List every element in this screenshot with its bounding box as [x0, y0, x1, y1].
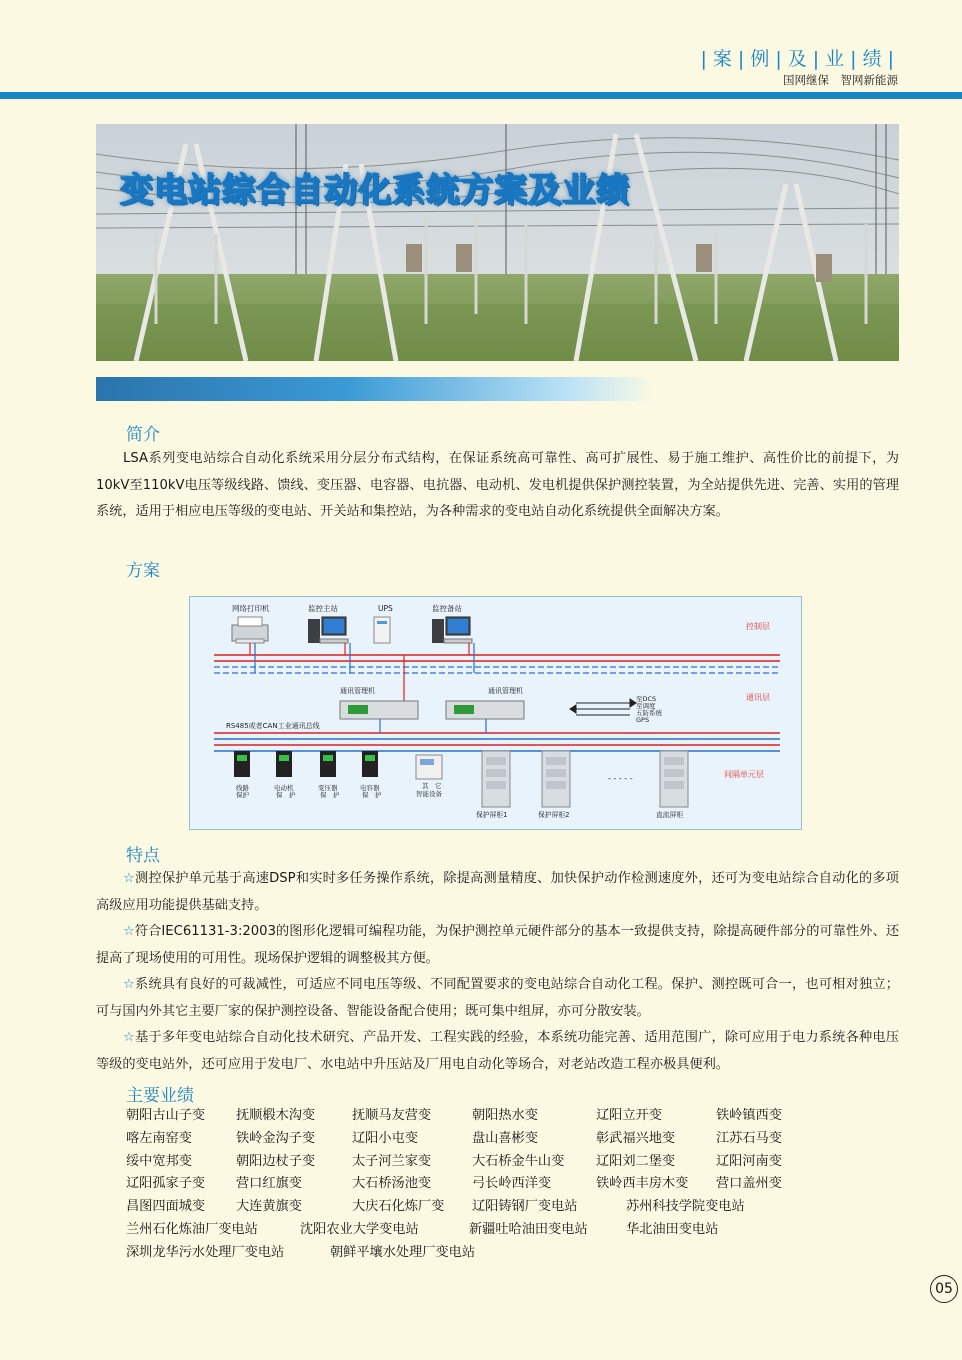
system-architecture-diagram	[189, 596, 802, 830]
features-list	[96, 866, 899, 1078]
features-heading: 特点	[126, 846, 160, 866]
ups-icon	[374, 617, 390, 643]
unit-motor-label: 保 护	[276, 791, 296, 799]
unit-other-label: 智能设备	[416, 790, 442, 798]
output-dcs: 至DCS	[636, 695, 657, 703]
list-item: 营口盖州变	[716, 1176, 782, 1192]
list-item: 朝鲜平壤水处理厂变电站	[330, 1244, 476, 1260]
page-number: 05	[930, 1275, 958, 1303]
list-item: 大石桥汤池变	[352, 1176, 432, 1192]
list-item: 铁岭镇西变	[716, 1108, 782, 1123]
page-title: 变电站综合自动化系统方案及业绩	[120, 170, 630, 209]
protection-unit-icon	[362, 751, 378, 777]
star-icon: ☆	[123, 871, 136, 886]
monitor-main-label: 监控主站	[308, 604, 338, 613]
ups-label: UPS	[378, 604, 393, 613]
title-char: 案	[712, 48, 734, 70]
list-item: 绥中宽邦变	[126, 1153, 192, 1169]
list-item: 深圳龙华污水处理厂变电站	[126, 1244, 285, 1260]
list-item: 彰武福兴地变	[596, 1130, 676, 1146]
title-char: 业	[825, 48, 847, 70]
monitor-main-icon	[308, 617, 348, 643]
protection-unit-icon	[276, 751, 292, 777]
printer-icon	[232, 617, 268, 643]
protection-unit-icon	[320, 751, 336, 777]
star-icon: ☆	[123, 924, 135, 939]
list-item: 朝阳热水变	[472, 1108, 538, 1123]
list-item: 华北油田变电站	[626, 1221, 719, 1237]
list-item: 辽阳刘二堡变	[596, 1153, 676, 1169]
monitor-backup-icon	[432, 617, 472, 643]
list-item: 弓长岭西洋变	[472, 1176, 552, 1192]
unit-transformer-label: 变压器	[318, 784, 338, 792]
printer-label: 网络打印机	[232, 604, 270, 613]
list-item: 朝阳古山子变	[126, 1108, 206, 1123]
output-dispatch: 至调度	[636, 702, 656, 710]
list-item: 大庆石化炼厂变	[352, 1199, 445, 1215]
list-item: 喀左南窑变	[126, 1130, 192, 1146]
protection-unit-icon	[234, 751, 250, 777]
hero-image	[96, 124, 899, 361]
header-subtitle: 国网继保 智网新能源	[783, 73, 898, 87]
list-item: 朝阳边杖子变	[236, 1153, 316, 1169]
comm-manager-icon	[340, 701, 418, 719]
feature-item: ☆系统具有良好的可裁减性，可适应不同电压等级、不同配置要求的变电站综合自动化工程。保护、测控既可合一，也可相对独立；可与国内外其它主要厂家的保护测控设备、智能设备配合使用；既可集中组屏，亦可分散安装。	[96, 977, 899, 1019]
feature-item: ☆基于多年变电站综合自动化技术研究、产品开发、工程实践的经验，本系统功能完善、适用范围广，除可应用于电力系统各种电压等级的变电站外，还可应用于发电厂、水电站中升压站及厂用电自动化等场合，对老站改造工程亦极具便利。	[96, 1030, 899, 1072]
layer-bay-label: 间隔单元层	[724, 770, 764, 779]
cabinet-label: 保护屏柜1	[476, 811, 508, 819]
fieldbus-label: RS485或者CAN工业通讯总线	[226, 722, 320, 730]
smart-device-icon	[416, 755, 442, 779]
ellipsis: - - - - -	[608, 774, 633, 783]
unit-other-label: 其 它	[422, 782, 442, 790]
list-item: 抚顺马友营变	[352, 1108, 432, 1123]
scheme-heading: 方案	[126, 561, 160, 581]
list-item: 抚顺椴木沟变	[236, 1108, 316, 1123]
achievements-heading: 主要业绩	[126, 1086, 194, 1106]
list-item: 大连黄旗变	[236, 1199, 302, 1215]
star-icon: ☆	[123, 977, 136, 992]
list-item: 盘山喜彬变	[472, 1130, 538, 1146]
monitor-backup-label: 监控备站	[432, 604, 462, 613]
title-char: 及	[787, 48, 809, 70]
cabinet-label: 直流屏柜	[656, 811, 684, 819]
list-item: 兰州石化炼油厂变电站	[126, 1221, 258, 1237]
cabinet-label: 保护屏柜2	[538, 811, 570, 819]
output-gps: GPS	[636, 716, 650, 724]
list-item: 铁岭金沟子变	[236, 1130, 316, 1146]
cabinet-icon	[542, 751, 570, 807]
list-item: 大石桥金牛山变	[472, 1153, 565, 1169]
comm-manager-label-1: 通讯管理机	[340, 687, 375, 695]
unit-capacitor-label: 电容器	[360, 784, 380, 792]
list-item: 辽阳小屯变	[352, 1130, 418, 1146]
intro-text: LSA系列变电站综合自动化系统采用分层分布式结构，在保证系统高可靠性、高可扩展性、易于施工维护、高性价比的前提下，为10kV至110kV电压等级线路、馈线、变压器、电容器、电抗器、电动机、发电机提供保护测控装置，为全站提供先进、完善、实用的管理系统，适用于相应电压等级的变电站、开关站和集控站，为各种需求的变电站自动化系统提供全面解决方案。	[96, 451, 899, 519]
list-item: 辽阳河南变	[716, 1153, 782, 1169]
cabinet-icon	[660, 751, 688, 807]
list-item: 营口红旗变	[236, 1176, 302, 1192]
unit-line-label: 线路	[236, 784, 249, 792]
feature-item: ☆符合IEC61131-3:2003的图形化逻辑可编程功能，为保护测控单元硬件部分的基本一致提供支持，除提高硬件部分的可靠性外、还提高了现场使用的可用性。现场保护逻辑的调整极其方便。	[96, 924, 900, 966]
list-item: 昌图四面城变	[126, 1199, 206, 1215]
list-item: 新疆吐哈油田变电站	[469, 1221, 588, 1237]
header-divider	[0, 92, 962, 99]
intro-heading: 简介	[126, 425, 160, 445]
list-item: 太子河兰家变	[352, 1153, 432, 1169]
substation-photo	[96, 124, 899, 361]
list-item: 辽阳孤家子变	[126, 1176, 206, 1192]
title-char: 例	[750, 48, 772, 70]
cabinet-icon	[482, 751, 510, 807]
feature-item: ☆测控保护单元基于高速DSP和实时多任务操作系统，除提高测量精度、加快保护动作检测速度外，还可为变电站综合自动化的多项高级应用功能提供基础支持。	[96, 871, 899, 913]
output-fivedefense: 五防系统	[636, 709, 662, 717]
list-item: 沈阳农业大学变电站	[300, 1221, 419, 1237]
layer-control-label: 控制层	[746, 622, 770, 631]
list-item: 苏州科技学院变电站	[626, 1199, 745, 1215]
star-icon: ☆	[123, 1030, 136, 1045]
list-item: 辽阳立开变	[596, 1108, 662, 1123]
list-item: 辽阳铸钢厂变电站	[472, 1199, 578, 1215]
comm-manager-label-2: 通讯管理机	[488, 687, 523, 695]
unit-transformer-label: 保 护	[320, 791, 340, 799]
section-title: | 案 | 例 | 及 | 业 | 绩 |	[700, 48, 896, 70]
unit-line-label: 保护	[236, 791, 249, 799]
intro-paragraph	[96, 446, 899, 526]
unit-motor-label: 电动机	[274, 784, 294, 792]
unit-capacitor-label: 保 护	[362, 791, 382, 799]
list-item: 铁岭西丰房木变	[596, 1176, 689, 1192]
layer-comm-label: 通讯层	[746, 693, 770, 702]
title-char: 绩	[862, 48, 884, 70]
list-item: 江苏石马变	[716, 1130, 782, 1146]
decorative-gradient-bar	[96, 377, 656, 401]
comm-manager-icon	[446, 701, 524, 719]
